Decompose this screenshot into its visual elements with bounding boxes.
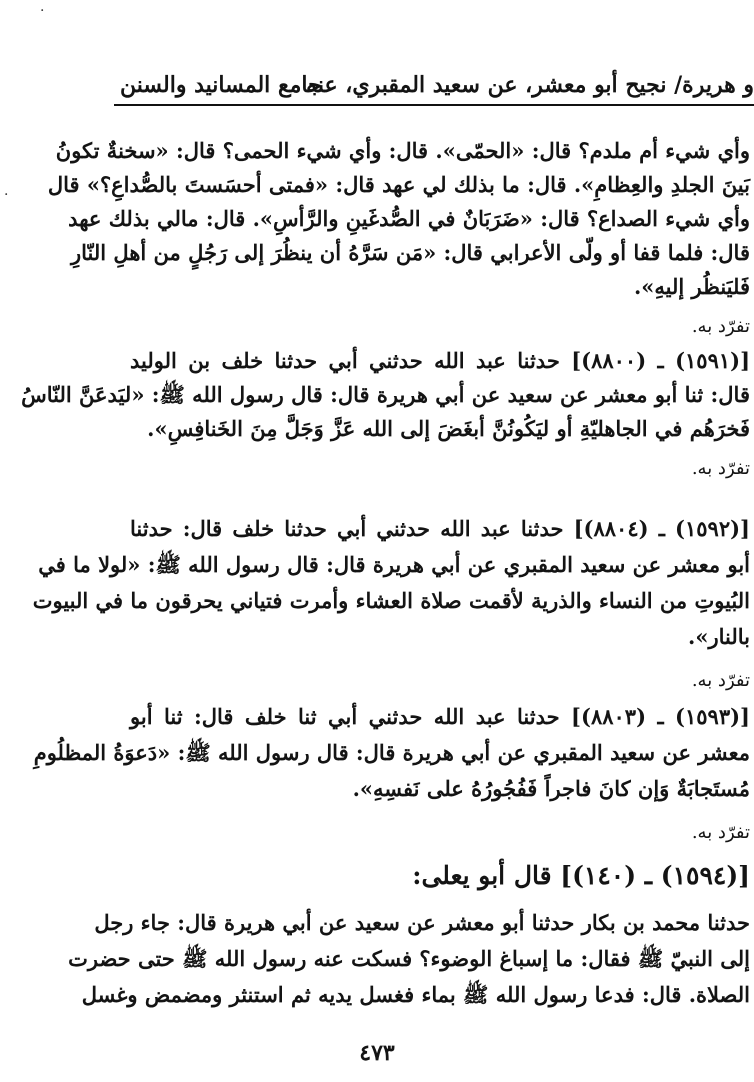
text-line: وأي شيء الصداع؟ قال: «ضَرَبَانٌ في الصُّدغَينِ والرَّأسِ». قال: مالي بذلك عهد <box>68 206 750 231</box>
text-line: حدثنا محمد بن بكار حدثنا أبو معشر عن سعيد عن أبي هريرة قال: جاء رجل <box>94 910 750 935</box>
narration-note: تفرّد به. <box>691 458 750 479</box>
text-line: قال: فلما قفا أو ولّى الأعرابي قال: «مَن سَرَّهُ أن ينظُرَ إلى رَجُلٍ من أهلِ النّارِ <box>71 240 750 265</box>
section-heading: [(١٥٩٤) ـ (١٤٠)] قال أبو يعلى: <box>412 861 750 890</box>
text-line: إلى النبيّ ﷺ فقال: ما إسباغ الوضوء؟ فسكت عنه رسول الله ﷺ حتى حضرت <box>68 946 750 971</box>
text-line: بالنار». <box>688 624 750 649</box>
scan-speck: · <box>40 3 45 19</box>
scan-speck: · <box>4 187 9 203</box>
header-chapter-title: و هريرة/ نجيح أبو معشر، عن سعيد المقبري، عنه <box>306 72 754 98</box>
text-line: بَينَ الجلدِ والعِظامِ». قال: ما بذلك لي عهد قال: «فمتى أحسَستَ بالصُّداعِ؟» قال <box>47 172 750 197</box>
page-number: ٤٧٣ <box>359 1040 395 1066</box>
narration-note: تفرّد به. <box>691 316 750 337</box>
hadith-heading: [(١٥٩٣) ـ (٨٨٠٣)] حدثنا عبد الله حدثني أبي ثنا خلف قال: ثنا أبو <box>130 704 750 729</box>
text-line: أبو معشر عن سعيد المقبري عن أبي هريرة قال: قال رسول الله ﷺ: «لولا ما في <box>38 552 750 577</box>
text-line: وأي شيء أم ملدم؟ قال: «الحمّى». قال: وأي شيء الحمى؟ قال: «سخنةٌ تكونُ <box>55 138 750 163</box>
text-line: معشر عن سعيد المقبري عن أبي هريرة قال: قال رسول الله ﷺ: «دَعوَةُ المظلُومِ <box>33 740 750 765</box>
narration-note: تفرّد به. <box>691 670 750 691</box>
narration-note: تفرّد به. <box>691 822 750 843</box>
header-book-title: جامع المسانيد والسنن <box>120 72 322 98</box>
text-line: البُيوتِ من النساء والذرية لأقمت صلاة العشاء وأمرت فتياني يحرقون ما في البيوت <box>32 588 750 613</box>
header-rule <box>114 104 754 106</box>
running-header <box>0 62 754 104</box>
text-line: الصلاة. قال: فدعا رسول الله ﷺ بماء فغسل يديه ثم استنثر ومضمض وغسل <box>81 982 750 1007</box>
text-line: مُستَجابَةٌ وَإن كانَ فاجراً فَفُجُورُهُ على نَفسِهِ». <box>352 776 750 801</box>
hadith-heading: [(١٥٩١) ـ (٨٨٠٠)] حدثنا عبد الله حدثني أبي حدثنا خلف بن الوليد <box>130 348 751 373</box>
text-line: فَليَنظُر إليهِ». <box>633 274 750 299</box>
text-line: فَخرَهُم في الجاهليّةِ أو ليَكُونُنَّ أبغَضَ إلى الله عَزَّ وَجَلَّ مِنَ الخَنافِسِ». <box>147 416 750 441</box>
text-line: قال: ثنا أبو معشر عن سعيد عن أبي هريرة قال: قال رسول الله ﷺ: «ليَدعَنَّ النّاسُ <box>21 382 750 407</box>
hadith-heading: [(١٥٩٢) ـ (٨٨٠٤)] حدثنا عبد الله حدثني أبي حدثنا خلف قال: حدثنا <box>130 516 750 541</box>
